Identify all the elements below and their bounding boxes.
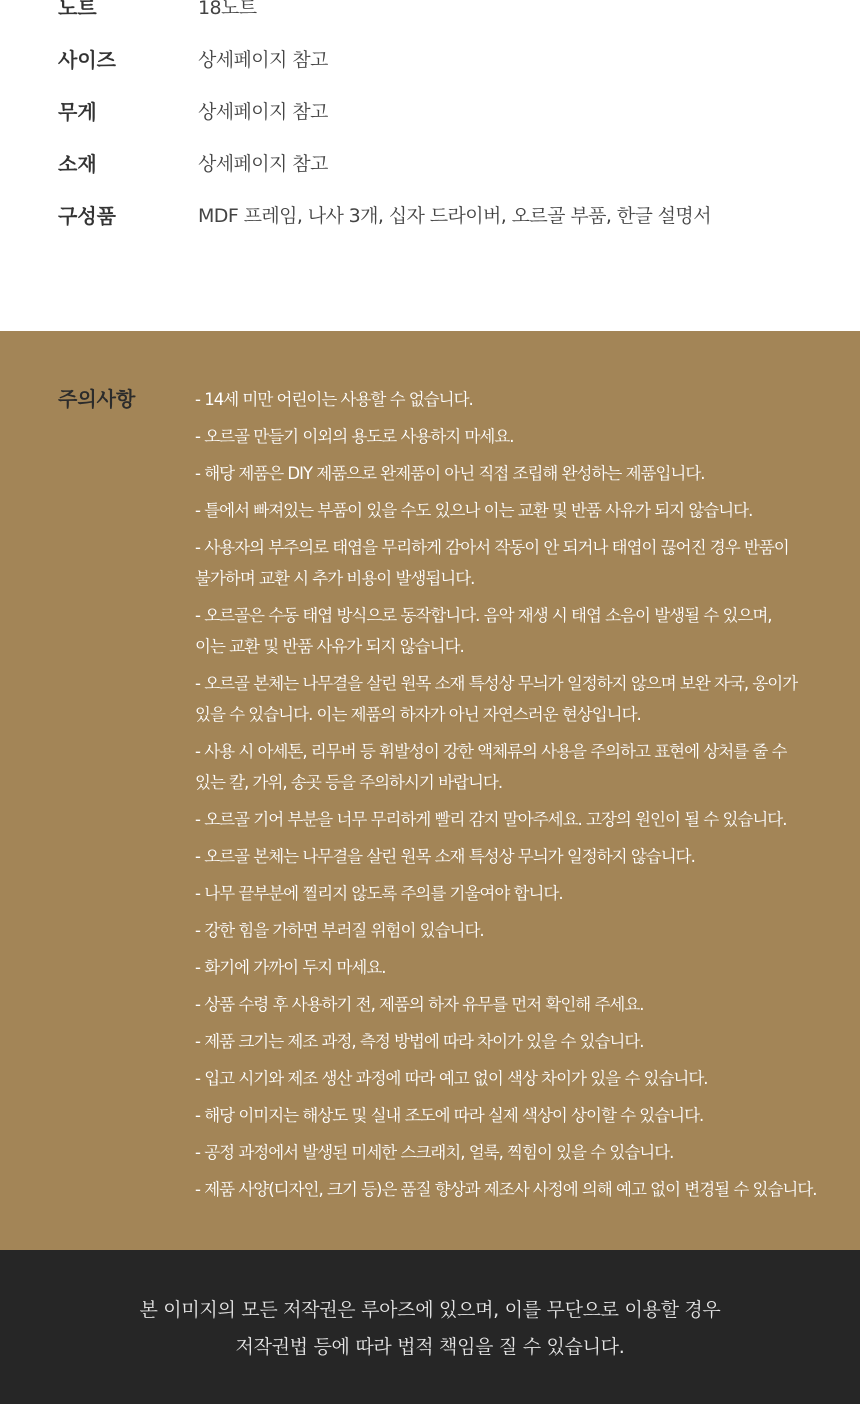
spec-value: 상세페이지 참고 xyxy=(198,101,328,123)
caution-item-line: - 오르골 만들기 이외의 용도로 사용하지 마세요. xyxy=(195,427,514,446)
caution-item-line: - 오르골 본체는 나무결을 살린 원목 소재 특성상 무늬가 일정하지 않으며 보완 자국, 옹이가 xyxy=(195,674,798,693)
caution-title: 주의사항 xyxy=(58,387,136,411)
caution-item xyxy=(195,421,845,452)
caution-item-line: - 해당 제품은 DIY 제품으로 완제품이 아닌 직접 조립해 완성하는 제품입니다. xyxy=(195,464,705,483)
caution-item-line: - 입고 시기와 제조 생산 과정에 따라 예고 없이 색상 차이가 있을 수 있습니다. xyxy=(195,1069,708,1088)
caution-item xyxy=(195,1063,845,1094)
spec-label: 구성품 xyxy=(58,204,116,228)
spec-table xyxy=(0,0,860,331)
copyright-footer xyxy=(0,1250,860,1404)
caution-item-line: - 틀에서 빠져있는 부품이 있을 수도 있으나 이는 교환 및 반품 사유가 되지 않습니다. xyxy=(195,501,753,520)
caution-item-line: - 화기에 가까이 두지 마세요. xyxy=(195,958,386,977)
caution-item xyxy=(195,736,845,798)
caution-item-line: - 강한 힘을 가하면 부러질 위험이 있습니다. xyxy=(195,921,484,940)
caution-item-line: - 사용 시 아세톤, 리무버 등 휘발성이 강한 액체류의 사용을 주의하고 표현에 상처를 줄 수 xyxy=(195,742,787,761)
caution-item-line: 있을 수 있습니다. 이는 제품의 하자가 아닌 자연스러운 현상입니다. xyxy=(195,705,641,724)
caution-item xyxy=(195,841,845,872)
caution-item-line: - 사용자의 부주의로 태엽을 무리하게 감아서 작동이 안 되거나 태엽이 끊어진 경우 반품이 xyxy=(195,538,789,557)
spec-label: 소재 xyxy=(58,152,97,176)
caution-item-line: 불가하며 교환 시 추가 비용이 발생됩니다. xyxy=(195,569,475,588)
caution-item xyxy=(195,1026,845,1057)
caution-item xyxy=(195,495,845,526)
spec-row-notes xyxy=(0,0,860,23)
spec-row-size xyxy=(0,45,860,75)
caution-item xyxy=(195,600,845,662)
caution-item xyxy=(195,804,845,835)
caution-item xyxy=(195,878,845,909)
caution-item xyxy=(195,532,845,594)
spec-row-weight xyxy=(0,97,860,127)
spec-value: 상세페이지 참고 xyxy=(198,153,328,175)
caution-item-line: - 나무 끝부분에 찔리지 않도록 주의를 기울여야 합니다. xyxy=(195,884,563,903)
caution-item xyxy=(195,989,845,1020)
copyright-line: 본 이미지의 모든 저작권은 루아즈에 있으며, 이를 무단으로 이용할 경우 xyxy=(139,1299,721,1321)
caution-item-line: 있는 칼, 가위, 송곳 등을 주의하시기 바랍니다. xyxy=(195,773,503,792)
caution-item-line: - 제품 사양(디자인, 크기 등)은 품질 향상과 제조사 사정에 의해 예고 없이 변경될 수 있습니다. xyxy=(195,1180,817,1199)
caution-item-line: - 공정 과정에서 발생된 미세한 스크래치, 얼룩, 찍힘이 있을 수 있습니다. xyxy=(195,1143,674,1162)
caution-list xyxy=(195,384,845,1211)
caution-item xyxy=(195,668,845,730)
caution-item xyxy=(195,1174,845,1205)
caution-item-line: 이는 교환 및 반품 사유가 되지 않습니다. xyxy=(195,637,464,656)
spec-row-components xyxy=(0,201,860,231)
caution-item-line: - 상품 수령 후 사용하기 전, 제품의 하자 유무를 먼저 확인해 주세요. xyxy=(195,995,644,1014)
caution-item xyxy=(195,915,845,946)
spec-value: MDF 프레임, 나사 3개, 십자 드라이버, 오르골 부품, 한글 설명서 xyxy=(198,205,711,227)
caution-item xyxy=(195,458,845,489)
caution-item-line: - 제품 크기는 제조 과정, 측정 방법에 따라 차이가 있을 수 있습니다. xyxy=(195,1032,644,1051)
spec-row-material xyxy=(0,149,860,179)
caution-item xyxy=(195,384,845,415)
spec-value: 18노트 xyxy=(198,0,257,19)
caution-item xyxy=(195,1137,845,1168)
caution-item-line: - 오르골 본체는 나무결을 살린 원목 소재 특성상 무늬가 일정하지 않습니다. xyxy=(195,847,695,866)
copyright-line: 저작권법 등에 따라 법적 책임을 질 수 있습니다. xyxy=(235,1336,625,1358)
caution-item xyxy=(195,1100,845,1131)
caution-item-line: - 해당 이미지는 해상도 및 실내 조도에 따라 실제 색상이 상이할 수 있습니다. xyxy=(195,1106,704,1125)
spec-label: 사이즈 xyxy=(58,48,116,72)
caution-item-line: - 오르골 기어 부분을 너무 무리하게 빨리 감지 말아주세요. 고장의 원인이 될 수 있습니다. xyxy=(195,810,787,829)
caution-item-line: - 오르골은 수동 태엽 방식으로 동작합니다. 음악 재생 시 태엽 소음이 발생될 수 있으며, xyxy=(195,606,772,625)
copyright-notice xyxy=(0,1292,860,1366)
caution-item-line: - 14세 미만 어린이는 사용할 수 없습니다. xyxy=(195,390,473,409)
spec-value: 상세페이지 참고 xyxy=(198,49,328,71)
spec-label: 무게 xyxy=(58,100,97,124)
spec-label: 노트 xyxy=(58,0,97,20)
caution-item xyxy=(195,952,845,983)
caution-section xyxy=(0,331,860,1250)
